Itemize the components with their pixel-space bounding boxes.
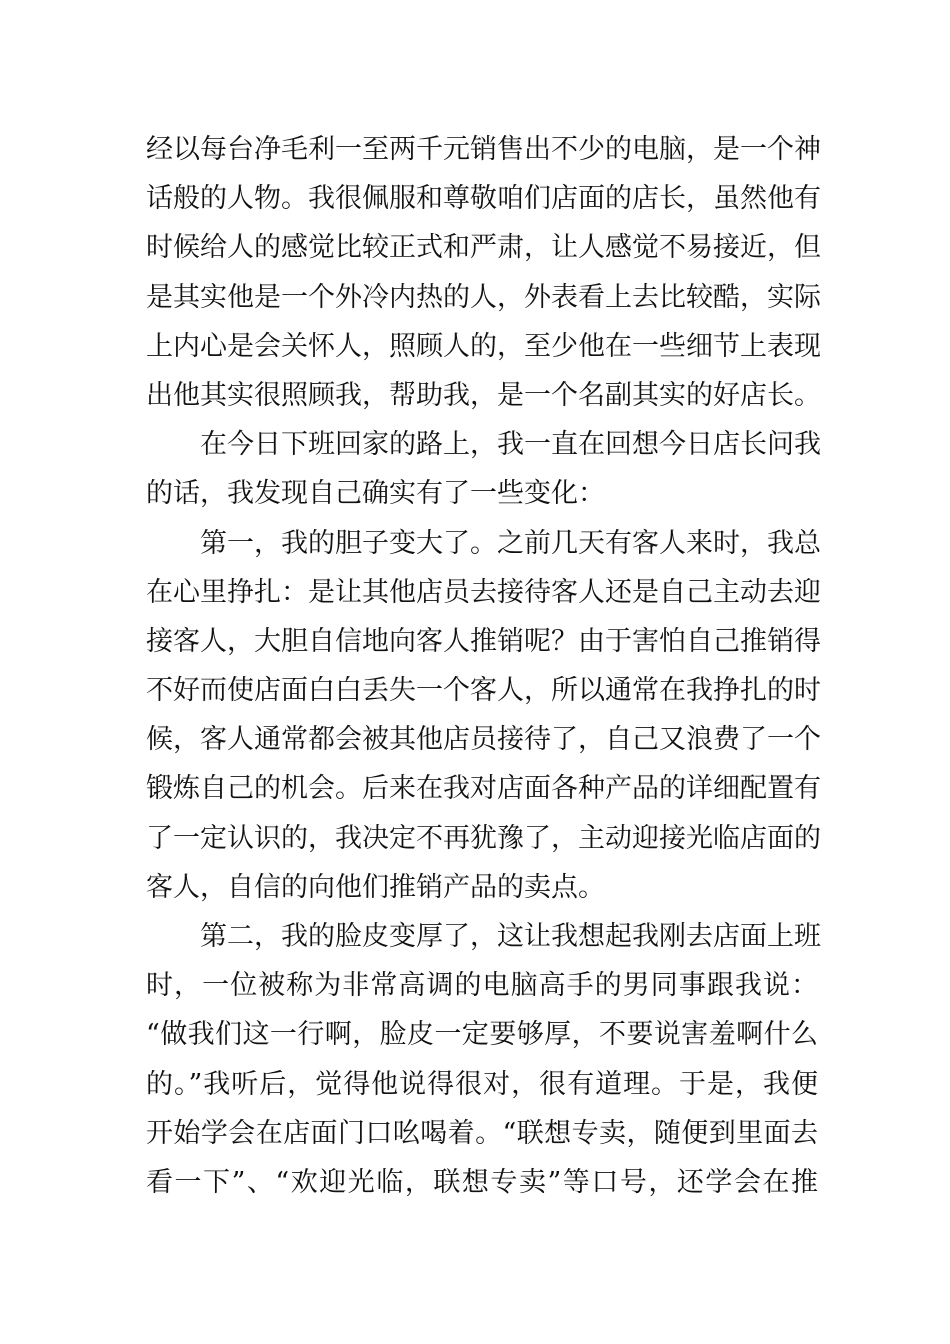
text-line-8: 的话，我发现自己确实有了一些变化： xyxy=(146,478,605,510)
text-line-6: 出他其实很照顾我，帮助我，是一个名副其实的好店长。 xyxy=(146,379,821,411)
text-line-22: 看一下”、“欢迎光临，联想专卖”等口号，还学会在推 xyxy=(146,1166,818,1198)
text-line-9: 第一，我的胆子变大了。之前几天有客人来时，我总 xyxy=(200,527,821,559)
text-line-20: 的。”我听后，觉得他说得很对，很有道理。于是，我便 xyxy=(146,1068,818,1100)
text-line-17: 第二，我的脸皮变厚了，这让我想起我刚去店面上班 xyxy=(200,921,821,952)
document-body xyxy=(146,125,821,1207)
text-line-5: 上内心是会关怀人，照顾人的，至少他在一些细节上表现 xyxy=(146,330,821,362)
text-line-11: 接客人，大胆自信地向客人推销呢？由于害怕自己推销得 xyxy=(146,625,821,657)
text-line-12: 不好而使店面白白丢失一个客人，所以通常在我挣扎的时 xyxy=(146,675,821,707)
text-line-7: 在今日下班回家的路上，我一直在回想今日店长问我 xyxy=(200,429,821,461)
text-line-2: 话般的人物。我很佩服和尊敬咱们店面的店长，虽然他有 xyxy=(146,183,821,215)
text-line-10: 在心里挣扎：是让其他店员去接待客人还是自己主动去迎 xyxy=(146,576,821,608)
text-line-3: 时候给人的感觉比较正式和严肃，让人感觉不易接近，但 xyxy=(146,232,821,264)
text-line-4: 是其实他是一个外冷内热的人，外表看上去比较酷，实际 xyxy=(146,281,821,313)
text-line-21: 开始学会在店面门口吆喝着。“联想专卖，随便到里面去 xyxy=(146,1117,818,1149)
text-line-16: 客人，自信的向他们推销产品的卖点。 xyxy=(146,871,605,903)
text-line-1: 经以每台净毛利一至两千元销售出不少的电脑，是一个神 xyxy=(146,134,821,165)
text-line-15: 了一定认识的，我决定不再犹豫了，主动迎接光临店面的 xyxy=(146,822,821,854)
text-line-19: “做我们这一行啊，脸皮一定要够厚，不要说害羞啊什么 xyxy=(146,1019,818,1051)
text-line-18: 时，一位被称为非常高调的电脑高手的男同事跟我说： xyxy=(146,970,818,1002)
text-line-14: 锻炼自己的机会。后来在我对店面各种产品的详细配置有 xyxy=(146,773,821,805)
text-line-13: 候，客人通常都会被其他店员接待了，自己又浪费了一个 xyxy=(146,724,821,756)
